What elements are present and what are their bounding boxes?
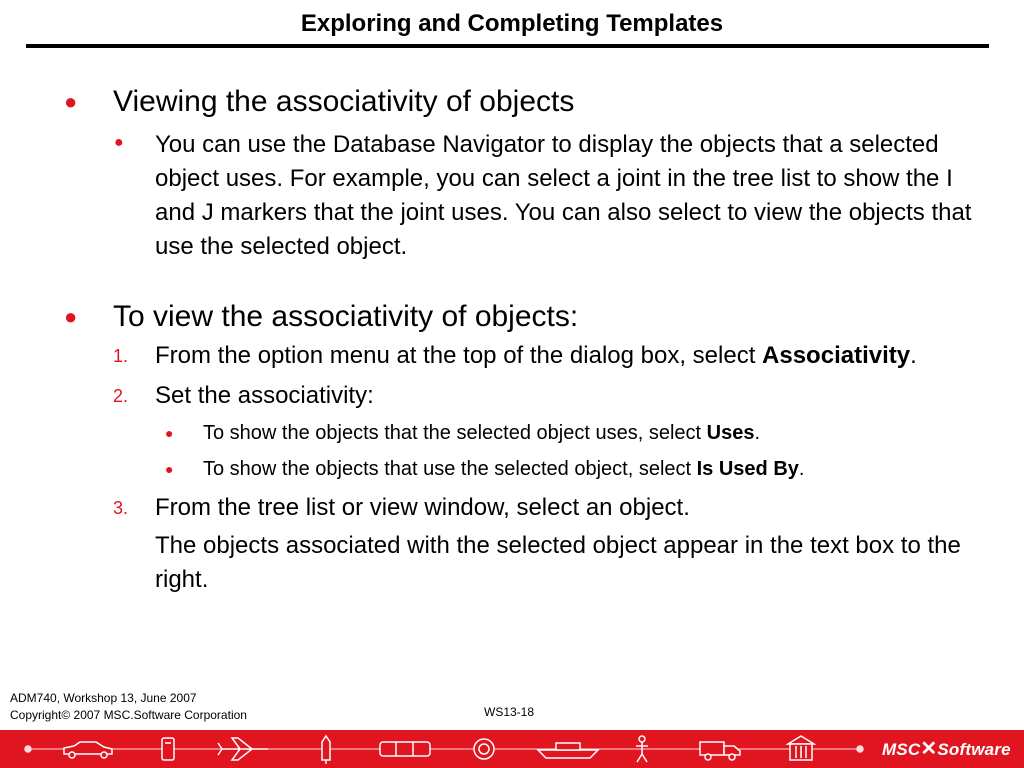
building-icon [788,736,814,760]
bullet-icon: ● [114,134,124,151]
step-2 [0,379,1024,413]
bullet-icon: ● [165,425,174,441]
brand-bar [0,730,1024,768]
airplane-icon [218,738,268,760]
step-2-sub-1 [0,415,1024,451]
rocket-icon [322,736,330,764]
phone-icon [162,738,174,760]
train-icon [380,742,430,756]
section-1-body [0,128,1024,264]
section-heading-text: Viewing the associativity of objects [113,85,575,118]
car-icon [64,742,112,758]
bullet-icon: ● [64,89,78,114]
slide-content [0,84,1024,597]
section-heading-1 [0,84,1024,120]
footer-copyright: Copyright© 2007 MSC.Software Corporation [10,708,247,722]
step-suffix: . [910,342,917,369]
body-text: You can use the Database Navigator to display the objects that a selected object uses. For example, you can select a joint in the tree list to show the I and J markers that the joint uses. You can also select to view the objects that use the selected object. [155,131,972,260]
title-divider [26,44,989,48]
step-text: Set the associativity: [155,382,374,409]
sub-suffix: . [798,458,805,480]
sub-text: To show the objects that the selected object uses, select [203,422,707,444]
sub-bold-text: Uses [706,422,755,444]
sub-suffix: . [754,422,760,444]
step-number: 3. [113,498,129,518]
slide-title: Exploring and Completing Templates [300,10,724,37]
note-text: The objects associated with the selected object appear in the text box to the right. [155,532,961,593]
step-3-note [0,529,1024,597]
step-text: From the tree list or view window, select an object. [155,494,690,521]
sub-bold-text: Is Used By [696,458,799,480]
step-number: 1. [113,346,129,366]
industry-icons-strip [0,730,880,768]
msc-software-logo: MSC✕Software [882,738,1011,760]
step-1 [0,339,1024,373]
step-bold-text: Associativity [762,342,911,369]
sub-text: To show the objects that use the selected object, select [203,458,697,480]
footer-info [10,690,247,724]
bullet-icon: ● [165,461,174,477]
turbine-icon [474,739,494,759]
step-number: 2. [113,386,129,406]
step-text: From the option menu at the top of the dialog box, select [155,342,763,369]
step-3 [0,491,1024,525]
bullet-icon: ● [64,304,78,329]
truck-icon [700,742,740,760]
step-2-sub-2 [0,451,1024,487]
page-number: WS13-18 [484,705,535,719]
ship-icon [538,743,598,758]
section-heading-2 [0,299,1024,335]
footer-course: ADM740, Workshop 13, June 2007 [10,691,197,705]
section-heading-text: To view the associativity of objects: [113,300,579,333]
